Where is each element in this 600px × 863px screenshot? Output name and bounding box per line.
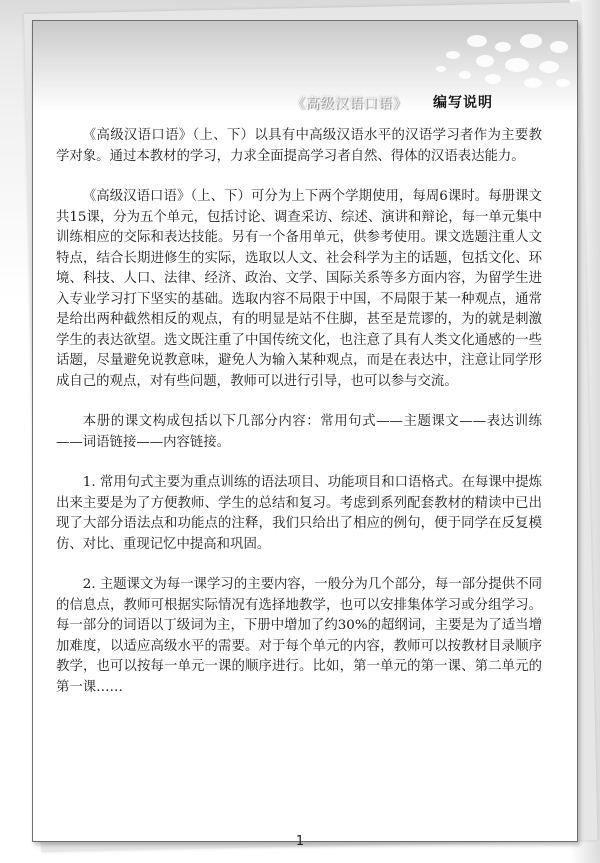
body-text <box>56 126 542 718</box>
paragraph-main-text: 2. 主题课文为每一课学习的主要内容，一般分为几个部分，每一部分提供不同的信息点，教师可根据实际情况有选择地教学，也可以安排集体学习或分组学习。每一部分的词语以丁级词为主，下册中增加了约30%的超纲词，主要是为了适当增加难度，以适应高级水平的需要。对于每个单元的内容，教师可以按教材目录顺序教学，也可以按每一单元一课的顺序进行。比如，第一单元的第一课、第二单元的第一课…… <box>56 577 542 695</box>
book-title: 《高级汉语口语》 <box>291 96 407 112</box>
paragraph-structure: 本册的课文构成包括以下几部分内容：常用句式——主题课文——表达训练——词语链接——内容链接。 <box>56 414 542 450</box>
page-number: 1 <box>295 834 305 849</box>
section-title: 编写说明 <box>433 95 493 111</box>
paragraph-intro: 《高级汉语口语》（上、下）以具有中高级汉语水平的汉语学习者作为主要教学对象。通过本教材的学习，力求全面提高学习者自然、得体的汉语表达能力。 <box>56 128 542 164</box>
paragraph-usage: 《高级汉语口语》（上、下）可分为上下两个学期使用，每周6课时。每册课文共15课，分为五个单元，包括讨论、调查采访、综述、演讲和辩论，每一单元集中训练相应的交际和表达技能。另有一个备用单元，供参考使用。课文选题注重人文特点，结合长期进修生的实际，选取以人文、社会科学为主的话题，包括文化、环境、科技、人口、法律、经济、政治、文学、国际关系等多方面内容，为留学生进入专业学习打下坚实的基础。选取内容不局限于中国，不局限于某一种观点，通常是给出两种截然相反的观点，有的明显是站不住脚，甚至是荒谬的，为的就是刺激学生的表达欲望。选文既注重了中国传统文化，也注意了具有人类文化通感的一些话题，尽量避免说教意味，避免人为输入某种观点，而是在表达中，注意让同学形成自己的观点，对有些问题，教师可以进行引导，也可以参与交流。 <box>56 189 542 389</box>
paragraph-sentence-patterns: 1. 常用句式主要为重点训练的语法项目、功能项目和口语格式。在每课中提炼出来主要是为了方便教师、学生的总结和复习。考虑到系列配套教材的精读中已出现了大部分语法点和功能点的注释，我们只给出了相应的例句，便于同学在反复模仿、对比、重现记忆中提高和巩固。 <box>56 475 542 552</box>
